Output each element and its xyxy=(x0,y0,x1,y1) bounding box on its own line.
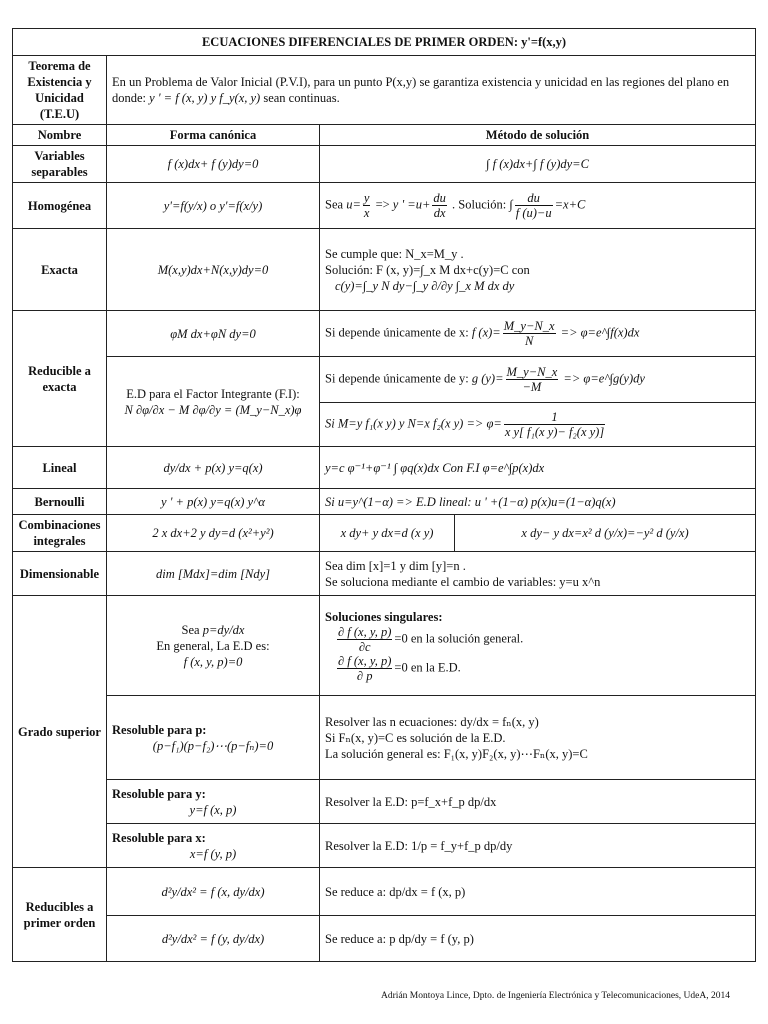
homog-u-num: y xyxy=(363,191,370,205)
higher-p-form: (p−f₁)(p−f₂)⋯(p−fₙ)=0 xyxy=(152,738,274,753)
reducible-x-rhs: => φ=e^∫f(x)dx xyxy=(560,325,640,340)
header-name: Nombre xyxy=(13,125,107,146)
method-bernoulli: Si u=y^(1−α) => E.D lineal: u ' +(1−α) p(x)u=(1−α)q(x) xyxy=(320,489,756,515)
formula-table xyxy=(12,28,756,962)
row-name-combinations: Combinaciones integrales xyxy=(13,515,107,552)
method-separable: ∫ f (x)dx+∫ f (y)dy=C xyxy=(320,146,756,183)
higher-singular-title: Soluciones singulares: xyxy=(325,609,443,624)
footer-credit: Adrián Montoya Lince, Dpto. de Ingeniería Electrónica y Telecomunicaciones, UdeA, 2014 xyxy=(381,991,730,1001)
higher-general: f (x, y, p)=0 xyxy=(183,654,243,669)
homog-int-den: f (u)−u xyxy=(515,206,552,220)
sing2-text: =0 en la E.D. xyxy=(394,659,461,674)
canon-higher-y xyxy=(107,780,320,824)
method-reducible-xy xyxy=(320,403,756,447)
homog-du-den: dx xyxy=(433,206,446,220)
canon-higher-x xyxy=(107,824,320,868)
teu-formula: y ' = f (x, y) y f_y(x, y) xyxy=(149,91,261,105)
reducible-y-rhs: => φ=e^∫g(y)dy xyxy=(563,371,645,386)
row-name-reducible: Reducible a exacta xyxy=(13,311,107,447)
combination-2: x dy+ y dx=d (x y) xyxy=(320,515,455,552)
homog-solucion: . Solución: xyxy=(452,197,507,212)
homog-int-frac xyxy=(515,191,553,220)
row-name-linear: Lineal xyxy=(13,447,107,489)
reducible-y-num: M_y−N_x xyxy=(506,365,558,379)
canon-reducible-1: φM dx+φN dy=0 xyxy=(107,311,320,357)
sing2-num: ∂ f (x, y, p) xyxy=(338,653,392,668)
dimensional-line2: Se soluciona mediante el cambio de variables: y=u x^n xyxy=(325,574,601,589)
homog-integral-sign: ∫ xyxy=(509,197,513,212)
exact-line2: Solución: F (x, y)=∫_x M dx+c(y)=C con xyxy=(325,262,530,277)
reducible-xy-text: Si M=y f₁(x y) y N=x f₂(x y) => φ= xyxy=(325,416,502,431)
higher-p-def: p=dy/dx xyxy=(202,622,245,637)
canon-higher-p xyxy=(107,696,320,780)
reducible-xy-frac xyxy=(504,410,605,439)
higher-x-title: Resoluble para x: xyxy=(112,830,206,845)
homog-u-den: x xyxy=(363,206,370,220)
reducible-x-num: M_y−N_x xyxy=(503,319,555,333)
reducible-x-frac xyxy=(503,319,556,348)
row-name-dimensional: Dimensionable xyxy=(13,552,107,596)
method-linear: y=c φ⁻¹+φ⁻¹ ∫ φq(x)dx Con F.I φ=e^∫p(x)dx xyxy=(320,447,756,489)
homog-arrow: => xyxy=(375,197,390,212)
reducible-y-frac xyxy=(506,365,559,394)
homog-u-lhs: u= xyxy=(346,197,361,212)
homog-sea: Sea xyxy=(325,197,344,212)
higher-p-m2: Si Fₙ(x, y)=C es solución de la E.D. xyxy=(325,730,506,745)
teu-text-b: sean continuas. xyxy=(263,91,340,105)
reducible-x-text: Si depende únicamente de x: xyxy=(325,325,469,340)
homog-u-frac xyxy=(363,191,371,220)
row-name-higher: Grado superior xyxy=(13,596,107,868)
canon-linear: dy/dx + p(x) y=q(x) xyxy=(107,447,320,489)
canon-dimensional: dim [Mdx]=dim [Ndy] xyxy=(107,552,320,596)
sing1-text: =0 en la solución general. xyxy=(394,630,524,645)
higher-y-form: y=f (x, p) xyxy=(189,802,237,817)
canon-higher xyxy=(107,596,320,696)
method-first-order-1: Se reduce a: dp/dx = f (x, p) xyxy=(320,868,756,916)
canon-exact: M(x,y)dx+N(x,y)dy=0 xyxy=(107,229,320,311)
exact-line3: c(y)=∫_y N dy−∫_y ∂/∂y ∫_x M dx dy xyxy=(335,278,515,293)
method-reducible-x xyxy=(320,311,756,357)
teu-text xyxy=(107,56,756,125)
sing2-den: ∂ p xyxy=(356,668,373,683)
canon-reducible-2 xyxy=(107,357,320,447)
higher-x-form: x=f (y, p) xyxy=(189,846,237,861)
method-homogeneous xyxy=(320,183,756,229)
row-name-separable: Variables separables xyxy=(13,146,107,183)
reducible-y-text: Si depende únicamente de y: xyxy=(325,371,469,386)
method-dimensional xyxy=(320,552,756,596)
homog-yp: y ' =u+ xyxy=(392,197,431,212)
combination-3: x dy− y dx=x² d (y/x)=−y² d (y/x) xyxy=(455,515,756,552)
combination-1: 2 x dx+2 y dy=d (x²+y²) xyxy=(107,515,320,552)
method-reducible-y xyxy=(320,357,756,403)
canon-first-order-2: d²y/dx² = f (y, dy/dx) xyxy=(107,916,320,962)
higher-p-m1: Resolver las n ecuaciones: dy/dx = fₙ(x, y) xyxy=(325,714,539,729)
homog-int-rhs: =x+C xyxy=(554,197,586,212)
page-title: ECUACIONES DIFERENCIALES DE PRIMER ORDEN: y'=f(x,y) xyxy=(13,29,756,56)
sing1-num: ∂ f (x, y, p) xyxy=(338,624,392,639)
canon-homogeneous: y'=f(y/x) o y'=f(x/y) xyxy=(107,183,320,229)
teu-text-a: En un Problema de Valor Inicial (P.V.I), para un punto P(x,y) se garantiza existencia y unicidad en las regiones del plano en donde: xyxy=(112,75,730,105)
sing2-frac xyxy=(337,654,392,683)
reducible-x-den: N xyxy=(524,334,534,348)
reducible-fi-eq: N ∂φ/∂x − M ∂φ/∂y = (M_y−N_x)φ xyxy=(124,402,302,417)
reducible-y-lhs: g (y)= xyxy=(471,371,504,386)
sing1-frac xyxy=(337,625,392,654)
higher-p-title: Resoluble para p: xyxy=(112,722,207,737)
row-name-bernoulli: Bernoulli xyxy=(13,489,107,515)
method-higher-singular xyxy=(320,596,756,696)
higher-p-m3: La solución general es: F₁(x, y)F₂(x, y)⋯Fₙ(x, y)=C xyxy=(325,746,588,761)
higher-y-title: Resoluble para y: xyxy=(112,786,206,801)
homog-du-frac xyxy=(432,191,447,220)
teu-name: Teorema de Existencia y Unicidad (T.E.U) xyxy=(13,56,107,125)
dimensional-line1: Sea dim [x]=1 y dim [y]=n . xyxy=(325,558,466,573)
row-name-exact: Exacta xyxy=(13,229,107,311)
higher-sea: Sea xyxy=(181,622,200,637)
reducible-y-den: −M xyxy=(522,380,542,394)
homog-du-num: du xyxy=(433,191,446,205)
method-exact xyxy=(320,229,756,311)
method-higher-x: Resolver la E.D: 1/p = f_y+f_p dp/dy xyxy=(320,824,756,868)
header-method: Método de solución xyxy=(320,125,756,146)
homog-int-num: du xyxy=(515,191,553,206)
method-higher-y: Resolver la E.D: p=f_x+f_p dp/dx xyxy=(320,780,756,824)
reducible-x-lhs: f (x)= xyxy=(471,325,501,340)
method-first-order-2: Se reduce a: p dp/dy = f (y, p) xyxy=(320,916,756,962)
canon-separable: f (x)dx+ f (y)dy=0 xyxy=(107,146,320,183)
reducible-fi-label: E.D para el Factor Integrante (F.I): xyxy=(126,386,300,401)
header-canon: Forma canónica xyxy=(107,125,320,146)
row-name-homogeneous: Homogénea xyxy=(13,183,107,229)
higher-general-label: En general, La E.D es: xyxy=(156,638,270,653)
method-higher-p xyxy=(320,696,756,780)
row-name-first-order: Reducibles a primer orden xyxy=(13,868,107,962)
reducible-xy-den: x y[ f₁(x y)− f₂(x y)] xyxy=(504,425,605,439)
canon-bernoulli: y ' + p(x) y=q(x) y^α xyxy=(107,489,320,515)
sing1-den: ∂c xyxy=(358,639,371,654)
reducible-xy-num: 1 xyxy=(504,410,605,425)
exact-line1: Se cumple que: N_x=M_y . xyxy=(325,246,464,261)
canon-first-order-1: d²y/dx² = f (x, dy/dx) xyxy=(107,868,320,916)
